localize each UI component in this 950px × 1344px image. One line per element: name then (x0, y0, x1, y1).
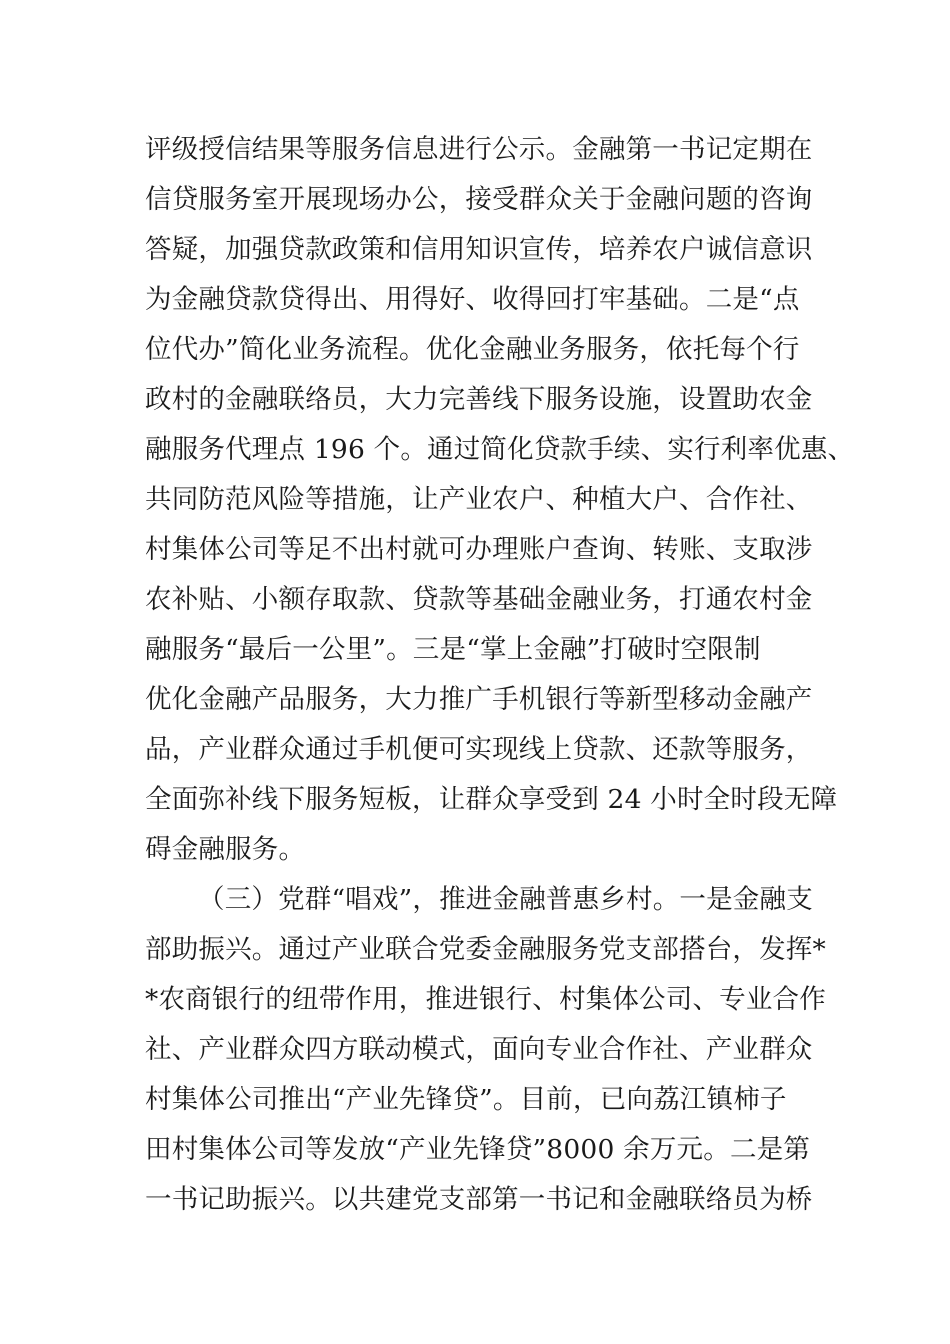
text-line: 优化金融产品服务，大力推广手机银行等新型移动金融产 (145, 684, 813, 715)
text-line: 融服务“最后一公里”。三是“掌上金融”打破时空限制 (145, 634, 761, 665)
text-line: 碍金融服务。 (145, 834, 306, 865)
text-line: 信贷服务室开展现场办公，接受群众关于金融问题的咨询 (145, 184, 813, 215)
text-line: 为金融贷款贷得出、用得好、收得回打牢基础。二是“点 (145, 284, 800, 315)
text-line: 共同防范风险等措施，让产业农户、种植大户、合作社、 (145, 484, 813, 515)
text-line: 社、产业群众四方联动模式，面向专业合作社、产业群众 (145, 1034, 813, 1065)
text-line: 位代办”简化业务流程。优化金融业务服务，依托每个行 (145, 334, 800, 365)
text-line: 一书记助振兴。以共建党支部第一书记和金融联络员为桥 (145, 1184, 813, 1215)
text-line: *农商银行的纽带作用，推进银行、村集体公司、专业合作 (145, 984, 826, 1015)
text-line: 村集体公司推出“产业先锋贷”。目前，已向荔江镇柿子 (145, 1084, 787, 1115)
paragraph-first-line: （三）党群“唱戏”，推进金融普惠乡村。一是金融支 (198, 884, 813, 915)
text-line: 评级授信结果等服务信息进行公示。金融第一书记定期在 (145, 134, 813, 165)
text-line: 政村的金融联络员，大力完善线下服务设施，设置助农金 (145, 384, 813, 415)
text-line: 田村集体公司等发放“产业先锋贷”8000 余万元。二是第 (145, 1134, 811, 1165)
text-line: 融服务代理点 196 个。通过简化贷款手续、实行利率优惠、 (145, 434, 855, 465)
text-line: 部助振兴。通过产业联合党委金融服务党支部搭台，发挥* (145, 934, 826, 965)
text-line: 答疑，加强贷款政策和信用知识宣传，培养农户诚信意识 (145, 234, 813, 265)
text-line: 全面弥补线下服务短板，让群众享受到 24 小时全时段无障 (145, 784, 838, 815)
text-line: 品，产业群众通过手机便可实现线上贷款、还款等服务， (145, 734, 813, 765)
text-line: 村集体公司等足不出村就可办理账户查询、转账、支取涉 (145, 534, 813, 565)
text-line: 农补贴、小额存取款、贷款等基础金融业务，打通农村金 (145, 584, 813, 615)
